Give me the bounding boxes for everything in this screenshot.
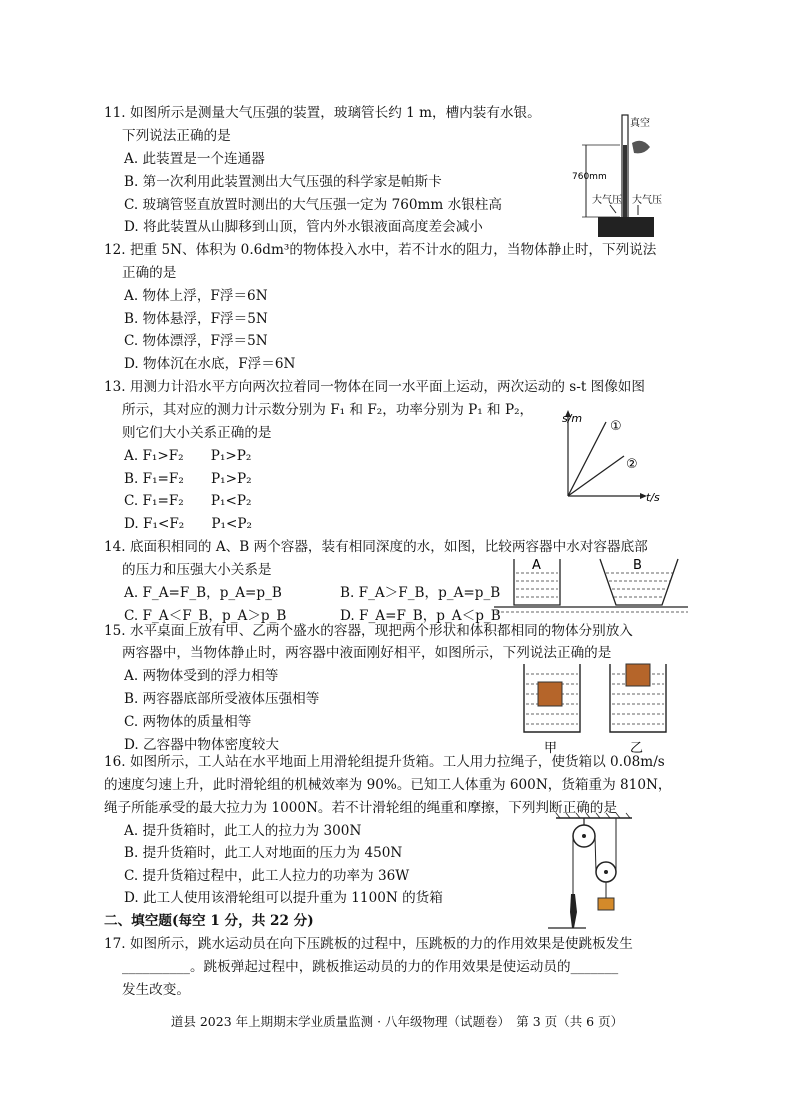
q16-pulley-figure [546,812,636,930]
q16-option-a: A. 提升货箱时，此工人的拉力为 300N [124,823,362,839]
label-pressure-right: 大气压 [632,195,662,206]
q13-stem-line1: 13. 用测力计沿水平方向两次拉着同一物体在同一水平面上运动，两次运动的 s-t 图像如图 [104,379,645,395]
q12-option-b: B. 物体悬浮，F浮＝5N [124,311,268,327]
q13-stem-line3: 则它们大小关系正确的是 [122,425,272,441]
q14-stem-line2: 的压力和压强大小关系是 [122,562,272,578]
object-jia [538,682,562,706]
label-b: B [633,558,642,573]
q17-stem-line2: __________。跳板弹起过程中，跳板推运动员的力的作用效果是使运动员的_______ [122,959,619,975]
line1-label: ① [610,419,622,434]
cargo-box [598,898,614,910]
label-a: A [532,558,541,573]
q14-option-c: C. F_A＜F_B，p_A＞p_B [124,608,287,624]
q12-option-d: D. 物体沉在水底，F浮＝6N [124,356,296,372]
q12-option-a: A. 物体上浮，F浮＝6N [124,288,268,304]
q14-option-b: B. F_A＞F_B，p_A=p_B [340,585,501,601]
q14-option-d: D. F_A=F_B，p_A＜p_B [340,608,501,624]
q15-option-d: D. 乙容器中物体密度较大 [124,737,279,753]
q15-containers-figure [520,662,680,758]
q16-option-b: B. 提升货箱时，此工人对地面的压力为 450N [124,845,403,861]
q11-barometer-figure [570,105,680,240]
q11-option-c: C. 玻璃管竖直放置时测出的大气压强一定为 760mm 水银柱高 [124,197,502,213]
q15-option-a: A. 两物体受到的浮力相等 [124,668,279,684]
q14-containers-figure [492,555,692,617]
y-label: s/m [562,412,583,425]
q17-stem-line3: 发生改变。 [122,982,190,998]
label-vacuum: 真空 [630,118,650,129]
q16-stem-line1: 16. 如图所示，工人站在水平地面上用滑轮组提升货箱。工人用力拉绳子，使货箱以 0.08m/s [104,754,665,770]
mercury-column [623,145,627,225]
q11-stem-line2: 下列说法正确的是 [122,128,231,144]
q15-stem-line2: 两容器中，当物体静止时，两容器中液面刚好相平，如图所示，下列说法正确的是 [122,645,612,661]
label-760mm: 760mm [572,172,607,182]
q11-stem-line1: 11. 如图所示是测量大气压强的装置，玻璃管长约 1 m，槽内装有水银。 [104,105,541,121]
x-label: t/s [646,491,660,504]
q13-stem-line2: 所示，其对应的测力计示数分别为 F₁ 和 F₂，功率分别为 P₁ 和 P₂， [122,402,534,418]
q16-stem-line3: 绳子所能承受的最大拉力为 1000N。若不计滑轮组的绳重和摩擦，下列判断正确的是 [104,800,617,816]
mercury-trough [598,217,654,237]
q16-option-d: D. 此工人使用该滑轮组可以提升重为 1100N 的货箱 [124,890,443,906]
q11-option-d: D. 将此装置从山脚移到山顶，管内外水银液面高度差会减小 [124,219,483,235]
line-1 [568,422,606,496]
q13-option-d: D. F₁<F₂ P₁<P₂ [124,516,252,532]
q16-option-c: C. 提升货箱过程中，此工人拉力的功率为 36W [124,868,410,884]
line2-label: ② [626,457,638,472]
q12-option-c: C. 物体漂浮，F浮＝5N [124,333,268,349]
q13-option-b: B. F₁=F₂ P₁>P₂ [124,471,252,487]
q15-option-b: B. 两容器底部所受液体压强相等 [124,691,320,707]
q16-stem-line2: 的速度匀速上升，此时滑轮组的机械效率为 90%。已知工人体重为 600N，货箱重为 810N， [104,777,672,793]
q12-stem-line2: 正确的是 [122,265,177,281]
label-jia: 甲 [544,741,558,756]
hand-icon [632,141,650,154]
q13-st-graph [548,408,678,508]
label-pressure-left: 大气压 [592,195,622,206]
label-yi: 乙 [630,741,644,756]
worker-icon [570,894,577,928]
q14-stem-line1: 14. 底面积相同的 A、B 两个容器，装有相同深度的水，如图，比较两容器中水对容器底部 [104,539,648,555]
q12-stem-line1: 12. 把重 5N、体积为 0.6dm³的物体投入水中，若不计水的阻力，当物体静止时，下列说法 [104,242,657,258]
q13-option-c: C. F₁=F₂ P₁<P₂ [124,493,252,509]
q11-option-a: A. 此装置是一个连通器 [124,151,265,167]
line-2 [568,456,624,496]
section-2-heading: 二、填空题(每空 1 分，共 22 分) [104,913,314,929]
object-yi [626,664,650,686]
q13-option-a: A. F₁>F₂ P₁>P₂ [124,448,252,464]
q17-stem-line1: 17. 如图所示，跳水运动员在向下压跳板的过程中，压跳板的力的作用效果是使跳板发生 [104,936,633,952]
q11-option-b: B. 第一次利用此装置测出大气压强的科学家是帕斯卡 [124,174,442,190]
q14-option-a: A. F_A=F_B，p_A=p_B [124,585,282,601]
q15-stem-line1: 15. 水平桌面上放有甲、乙两个盛水的容器，现把两个形状和体积都相同的物体分别放入 [104,623,633,639]
page-footer: 道县 2023 年上期期末学业质量监测 · 八年级物理（试题卷） 第 3 页（共 6 页） [170,1014,624,1029]
q15-option-c: C. 两物体的质量相等 [124,714,252,730]
